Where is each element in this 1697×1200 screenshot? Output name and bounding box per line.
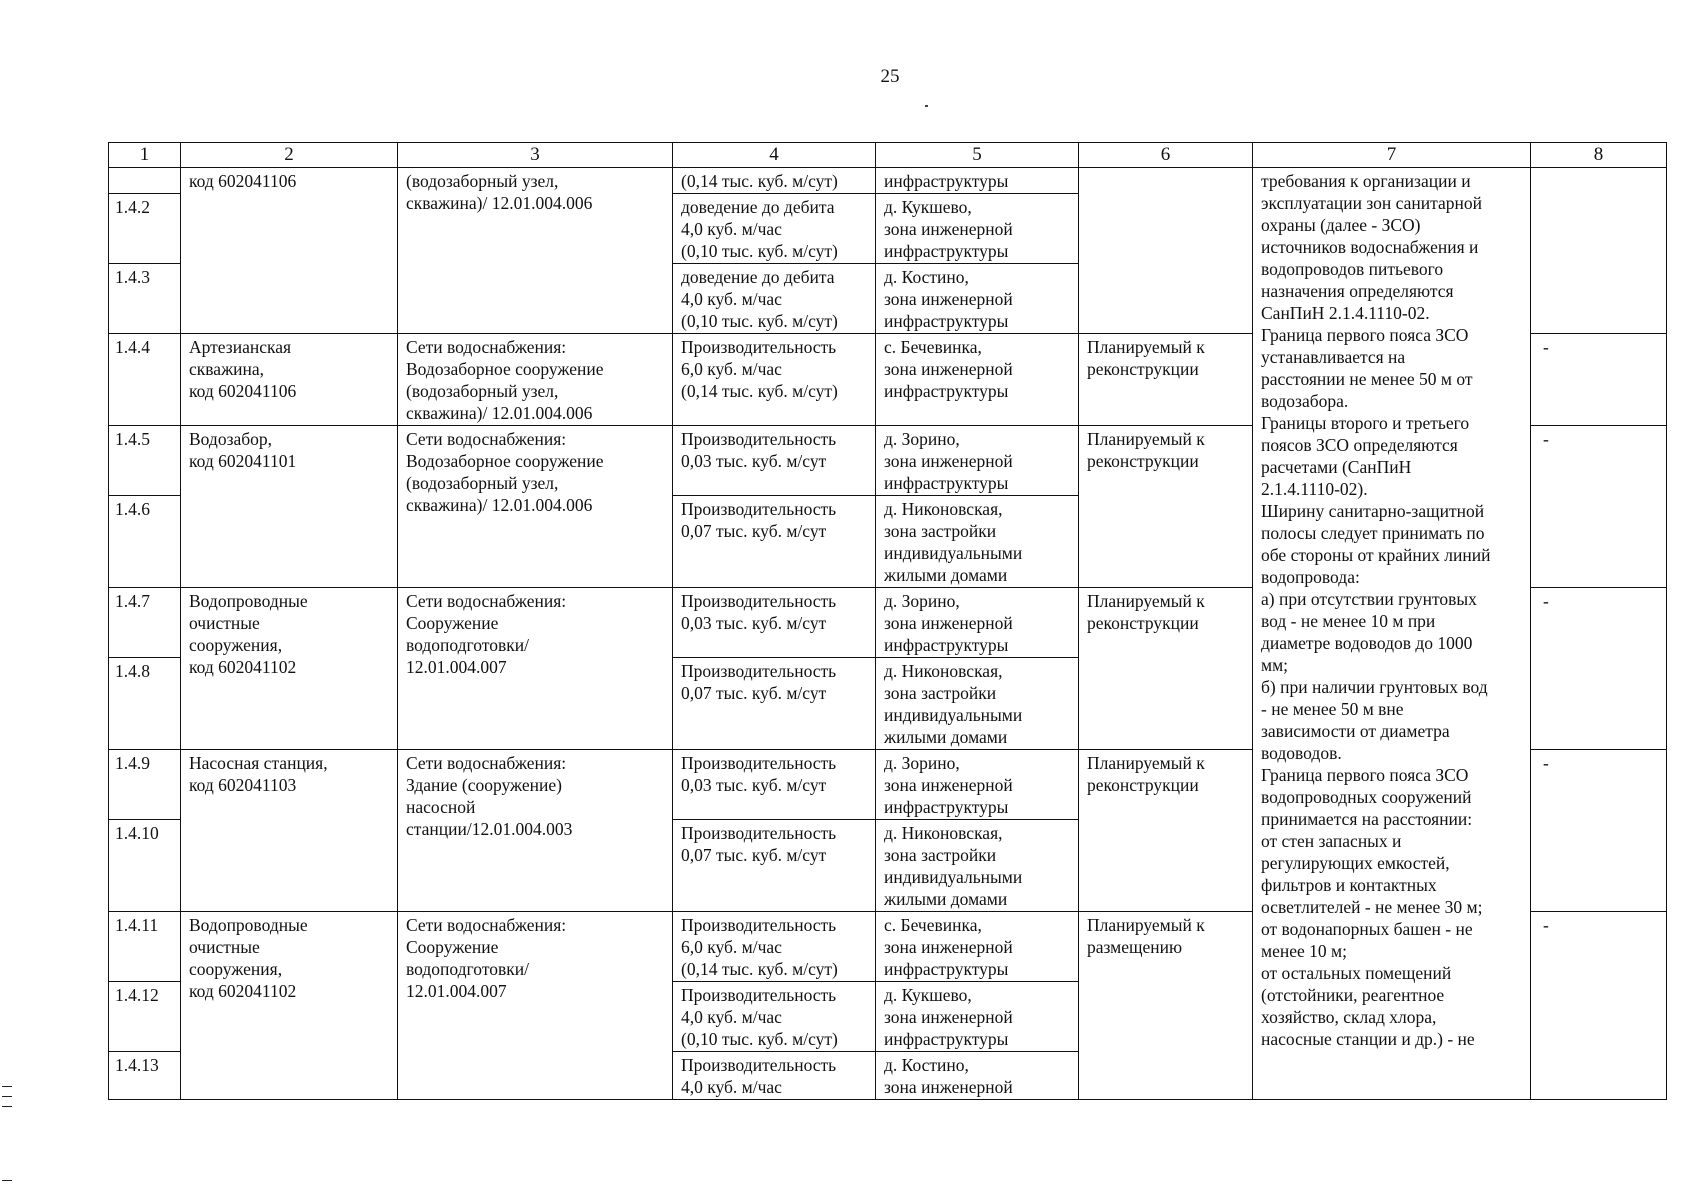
object-name: Артезианская скважина, код 602041106: [181, 334, 398, 426]
object-parameters: Производительность 0,03 тыс. куб. м/сут: [673, 750, 876, 820]
object-type: (водозаборный узел, скважина)/ 12.01.004.006: [398, 168, 673, 334]
object-location: д. Костино, зона инженерной инфраструктуры: [876, 264, 1079, 334]
object-parameters: Производительность 0,07 тыс. куб. м/сут: [673, 658, 876, 750]
object-note: -: [1531, 334, 1667, 426]
row-number: 1.4.10: [109, 820, 181, 912]
row-number: [109, 168, 181, 194]
binding-mark: [2, 1086, 12, 1087]
scan-speck: [925, 105, 928, 107]
column-number-row: [109, 143, 1667, 168]
object-parameters: Производительность 4,0 куб. м/час: [673, 1052, 876, 1100]
object-parameters: (0,14 тыс. куб. м/сут): [673, 168, 876, 194]
object-status: Планируемый к реконструкции: [1079, 334, 1253, 426]
row-number: 1.4.3: [109, 264, 181, 334]
object-location: д. Кукшево, зона инженерной инфраструктуры: [876, 194, 1079, 264]
object-location: д. Никоновская, зона застройки индивидуальными жилыми домами: [876, 658, 1079, 750]
row-number: 1.4.5: [109, 426, 181, 496]
object-type: Сети водоснабжения: Сооружение водоподготовки/ 12.01.004.007: [398, 912, 673, 1100]
column-number: 7: [1253, 143, 1531, 168]
binding-mark: [2, 1180, 12, 1181]
object-parameters: Производительность 6,0 куб. м/час (0,14 тыс. куб. м/сут): [673, 334, 876, 426]
object-location: д. Зорино, зона инженерной инфраструктуры: [876, 750, 1079, 820]
row-number: 1.4.8: [109, 658, 181, 750]
water-supply-table: [108, 142, 1667, 1100]
object-parameters: Производительность 0,03 тыс. куб. м/сут: [673, 588, 876, 658]
object-parameters: Производительность 6,0 куб. м/час (0,14 тыс. куб. м/сут): [673, 912, 876, 982]
object-status: Планируемый к размещению: [1079, 912, 1253, 1100]
object-status: Планируемый к реконструкции: [1079, 426, 1253, 588]
object-location: д. Костино, зона инженерной: [876, 1052, 1079, 1100]
object-note: -: [1531, 426, 1667, 588]
object-location: д. Никоновская, зона застройки индивидуальными жилыми домами: [876, 820, 1079, 912]
object-location: с. Бечевинка, зона инженерной инфраструктуры: [876, 334, 1079, 426]
object-location: д. Никоновская, зона застройки индивидуальными жилыми домами: [876, 496, 1079, 588]
row-number: 1.4.12: [109, 982, 181, 1052]
object-type: Сети водоснабжения: Здание (сооружение) насосной станции/12.01.004.003: [398, 750, 673, 912]
object-parameters: доведение до дебита 4,0 куб. м/час (0,10 тыс. куб. м/сут): [673, 194, 876, 264]
column-number: 1: [109, 143, 181, 168]
object-status: [1079, 168, 1253, 334]
binding-mark: [2, 1106, 12, 1107]
object-name: Водопроводные очистные сооружения, код 602041102: [181, 912, 398, 1100]
object-location: инфраструктуры: [876, 168, 1079, 194]
column-number: 3: [398, 143, 673, 168]
object-location: д. Зорино, зона инженерной инфраструктуры: [876, 588, 1079, 658]
row-number: 1.4.13: [109, 1052, 181, 1100]
object-location: с. Бечевинка, зона инженерной инфраструктуры: [876, 912, 1079, 982]
column-number: 2: [181, 143, 398, 168]
column-number: 5: [876, 143, 1079, 168]
object-note: [1531, 168, 1667, 334]
object-parameters: Производительность 4,0 куб. м/час (0,10 тыс. куб. м/сут): [673, 982, 876, 1052]
object-note: -: [1531, 750, 1667, 912]
row-number: 1.4.4: [109, 334, 181, 426]
column-number: 8: [1531, 143, 1667, 168]
row-number: 1.4.2: [109, 194, 181, 264]
column-number: 4: [673, 143, 876, 168]
object-status: Планируемый к реконструкции: [1079, 588, 1253, 750]
table-row: [109, 168, 1667, 194]
row-number: 1.4.6: [109, 496, 181, 588]
row-number: 1.4.11: [109, 912, 181, 982]
object-status: Планируемый к реконструкции: [1079, 750, 1253, 912]
object-name: Насосная станция, код 602041103: [181, 750, 398, 912]
row-number: 1.4.9: [109, 750, 181, 820]
object-type: Сети водоснабжения: Сооружение водоподготовки/ 12.01.004.007: [398, 588, 673, 750]
object-parameters: Производительность 0,07 тыс. куб. м/сут: [673, 496, 876, 588]
binding-mark: [2, 1096, 12, 1097]
object-note: -: [1531, 588, 1667, 750]
object-type: Сети водоснабжения: Водозаборное сооружение (водозаборный узел, скважина)/ 12.01.004.006: [398, 426, 673, 588]
column-number: 6: [1079, 143, 1253, 168]
object-name: Водопроводные очистные сооружения, код 602041102: [181, 588, 398, 750]
object-name: код 602041106: [181, 168, 398, 334]
object-note: -: [1531, 912, 1667, 1100]
object-parameters: Производительность 0,03 тыс. куб. м/сут: [673, 426, 876, 496]
object-parameters: доведение до дебита 4,0 куб. м/час (0,10 тыс. куб. м/сут): [673, 264, 876, 334]
object-location: д. Кукшево, зона инженерной инфраструктуры: [876, 982, 1079, 1052]
object-location: д. Зорино, зона инженерной инфраструктуры: [876, 426, 1079, 496]
row-number: 1.4.7: [109, 588, 181, 658]
object-parameters: Производительность 0,07 тыс. куб. м/сут: [673, 820, 876, 912]
object-name: Водозабор, код 602041101: [181, 426, 398, 588]
page-number: 25: [880, 66, 900, 87]
object-type: Сети водоснабжения: Водозаборное сооружение (водозаборный узел, скважина)/ 12.01.004.006: [398, 334, 673, 426]
zone-requirements: требования к организации и эксплуатации зон санитарной охраны (далее - ЗСО) источников водоснабжения и водопроводов питьевого назначения определяются СанПиН 2.1.4.1110-02. Граница первого пояса ЗСО устанавливается на расстоянии не менее 50 м от водозабора. Границы второго и третьего поясов ЗСО определяются расчетами (СанПиН 2.1.4.1110-02). Ширину санитарно-защитной полосы следует принимать по обе стороны от крайних линий водопровода: а) при отсутствии грунтовых вод - не менее 10 м при диаметре водоводов до 1000 мм; б) при наличии грунтовых вод - не менее 50 м вне зависимости от диаметра водоводов. Граница первого пояса ЗСО водопроводных сооружений принимается на расстоянии: от стен запасных и регулирующих емкостей, фильтров и контактных осветлителей - не менее 30 м; от водонапорных башен - не менее 10 м; от остальных помещений (отстойники, реагентное хозяйство, склад хлора, насосные станции и др.) - не: [1253, 168, 1531, 1100]
